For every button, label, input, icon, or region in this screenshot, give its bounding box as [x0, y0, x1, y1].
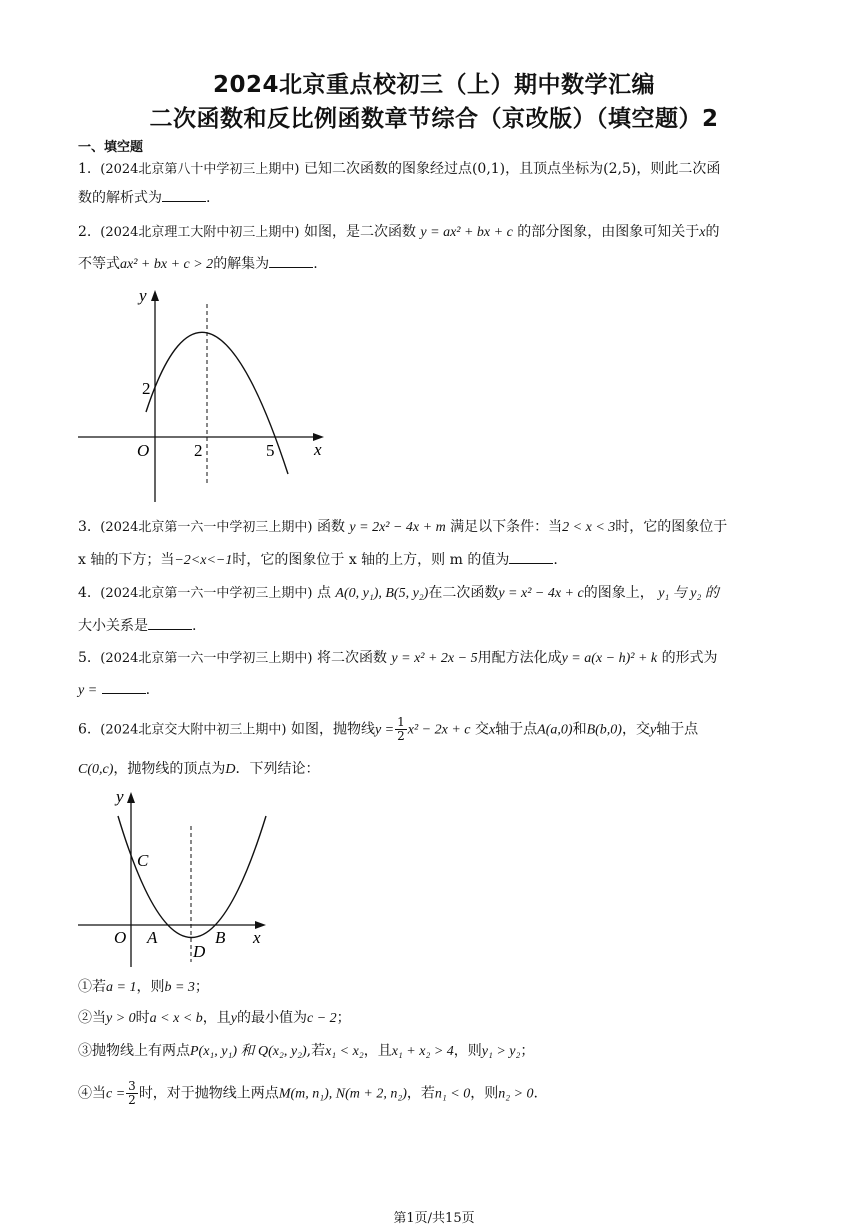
q1-answer-blank: [162, 189, 206, 202]
q6-number: 6.: [78, 721, 92, 738]
q6-point-b: B(b,0): [586, 722, 622, 738]
q1-text-b: ，且顶点坐标为: [505, 161, 604, 177]
q4-number: 4.: [78, 585, 92, 601]
q4-line-2: [78, 616, 196, 636]
graph1-vertex-x-label: 2: [194, 441, 203, 460]
q2-source: (2024北京理工大附中初三上期中): [100, 225, 300, 240]
graph1-x-label: x: [314, 440, 322, 459]
conclusion-4: ④当c = $\frac{3}{2}$ 时，对于抛物线上两点M(m, n₁), N(m + 2, n₂)，若n₁ < 0，则n₂ > 0.: [78, 1079, 538, 1107]
q2-function: y = ax² + bx + c: [420, 225, 513, 240]
q6-function-rest: x² − 2x + c: [407, 722, 471, 738]
q3-text-d: x 轴的下方；当: [78, 552, 175, 568]
q6-source: (2024北京交大附中初三上期中): [100, 722, 287, 738]
q6-text-h: ．下列结论：: [235, 761, 320, 777]
q1-text-d: 数的解析式为: [78, 190, 162, 206]
q5-text-d: y =: [78, 683, 98, 698]
q6-text-f: 轴于点: [656, 721, 699, 738]
q6-text-c: 轴于点: [495, 721, 538, 738]
q6-point-a: A(a,0): [537, 722, 573, 738]
q6-text-g: ，抛物线的顶点为: [113, 761, 226, 777]
q4-answer-blank: [148, 617, 192, 630]
q5-source: (2024北京第一六一中学初三上期中): [100, 651, 313, 666]
q4-text-b: 在二次函数: [428, 585, 499, 601]
q1-end: .: [206, 190, 211, 206]
title-line-1: 2024北京重点校初三（上）期中数学汇编: [212, 72, 655, 98]
title-line-2: 二次函数和反比例函数章节综合（京改版）（填空题）2: [149, 106, 719, 132]
graph2-x-label: x: [253, 928, 261, 947]
q6-text-e: ，交: [621, 721, 650, 738]
q2-number: 2.: [78, 224, 92, 240]
graph1-root-label: 5: [266, 441, 275, 460]
q1-source: (2024北京第八十中学初三上期中): [100, 162, 300, 177]
q4-text-a: 点: [316, 585, 331, 601]
q3-text-b: 满足以下条件：当: [450, 519, 563, 535]
q3-line-1: [78, 517, 727, 538]
q1-line-2: [78, 188, 210, 208]
q6-text-a: 如图，抛物线: [290, 721, 375, 738]
q2-text-e: 的解集为: [213, 256, 270, 272]
q2-end: .: [313, 256, 318, 272]
q3-function: y = 2x² − 4x + m: [349, 520, 446, 535]
q4-text-d: y₁ 与 y₂ 的: [658, 586, 719, 601]
q2-text-b: 的部分图象，由图象可知关于: [517, 224, 700, 240]
q2-answer-blank: [269, 255, 313, 268]
graph1-y-label: y: [139, 286, 147, 305]
graph2-y-arrow: [127, 792, 135, 803]
q3-condition-2: −2<x<−1: [174, 553, 233, 568]
q1-text-a: 已知二次函数的图象经过点: [303, 161, 472, 177]
q4-line-1: [78, 583, 719, 604]
q3-text-c: 时，它的图象位于: [615, 519, 728, 535]
q6-point-d: D: [225, 762, 236, 777]
q6-point-c: C(0,c): [78, 762, 114, 777]
q6-line-1: 6. (2024北京交大附中初三上期中) 如图，抛物线y = $\frac{1}{2}$ x² − 2x + c 交x轴于点A(a,0)和B(b,0)，交y轴于点: [78, 715, 699, 743]
graph1-y-arrow: [151, 290, 159, 301]
graph2-a-label: A: [147, 928, 158, 947]
graph1-origin-label: O: [137, 441, 150, 460]
q5-text-a: 将二次函数: [316, 650, 387, 666]
q4-source: (2024北京第一六一中学初三上期中): [100, 586, 313, 601]
q5-number: 5.: [78, 650, 92, 666]
q4-end: .: [192, 618, 197, 634]
graph-2: [76, 784, 276, 970]
q4-points: A(0, y₁), B(5, y₂): [335, 586, 429, 601]
q5-text-b: 用配方法化成: [477, 650, 562, 666]
q5-end: .: [145, 682, 151, 698]
graph2-c-label: C: [137, 851, 149, 870]
q6-text-b: 交: [474, 721, 489, 738]
q3-source: (2024北京第一六一中学初三上期中): [100, 520, 313, 535]
q4-text-e: 大小关系是: [78, 618, 148, 634]
q4-text-c: 的图象上，: [583, 585, 654, 601]
q1-point-1: (0,1): [471, 161, 506, 177]
page-footer: 第1页/共15页: [393, 1211, 475, 1226]
q3-answer-blank: [509, 551, 553, 564]
q2-line-1: [78, 222, 719, 243]
graph2-y-label: y: [116, 787, 124, 806]
graph2-b-label: B: [215, 928, 226, 947]
q2-text-a: 如图，是二次函数: [303, 224, 416, 240]
graph2-parabola: [118, 816, 266, 938]
q3-end: .: [553, 552, 558, 568]
q3-condition-1: 2 < x < 3: [562, 520, 616, 535]
c4-fraction: $\frac{3}{2}$: [128, 1079, 136, 1107]
graph2-d-label: D: [193, 942, 206, 961]
q3-text-a: 函数: [316, 519, 345, 535]
q1-number: 1.: [78, 161, 92, 177]
q3-number: 3.: [78, 519, 92, 535]
q3-text-e: 时，它的图象位于 x 轴的上方，则 m 的值为: [232, 552, 510, 568]
graph-1: [76, 284, 336, 506]
q2-text-d: 不等式: [78, 256, 120, 272]
q2-text-c: 的: [705, 224, 720, 240]
q2-inequality: ax² + bx + c > 2: [120, 257, 214, 272]
q6-text-d: 和: [572, 721, 587, 738]
q5-line-1: [78, 648, 718, 669]
q1-text-c: ，则此二次函: [636, 161, 721, 177]
q2-var: x: [699, 225, 706, 240]
q6-fraction: $\frac{1}{2}$: [397, 715, 405, 743]
conclusion-1: ①若a = 1，则b = 3；: [78, 979, 209, 995]
q4-function: y = x² − 4x + c: [498, 586, 584, 601]
q5-form: y = a(x − h)² + k: [561, 651, 658, 666]
q5-text-c: 的形式为: [661, 650, 718, 666]
q5-line-2: [78, 680, 150, 701]
q2-line-2: [78, 254, 318, 275]
q5-function: y = x² + 2x − 5: [391, 651, 478, 666]
conclusion-3: ③抛物线上有两点P(x₁, y₁) 和 Q(x₂, y₂),若x₁ < x₂，且x₁ + x₂ > 4，则y₁ > y₂；: [78, 1043, 535, 1059]
q6-line-2: [78, 759, 320, 780]
q1-line-1: [78, 159, 720, 180]
q5-answer-blank: [102, 681, 146, 694]
q3-line-2: [78, 550, 558, 571]
q1-point-2: (2,5): [603, 161, 637, 177]
section-heading: 一、填空题: [78, 140, 144, 155]
graph1-y-intercept-label: 2: [142, 379, 151, 398]
conclusion-2: ②当y > 0时a < x < b，且y的最小值为c − 2；: [78, 1010, 351, 1026]
graph2-origin-label: O: [114, 928, 127, 947]
